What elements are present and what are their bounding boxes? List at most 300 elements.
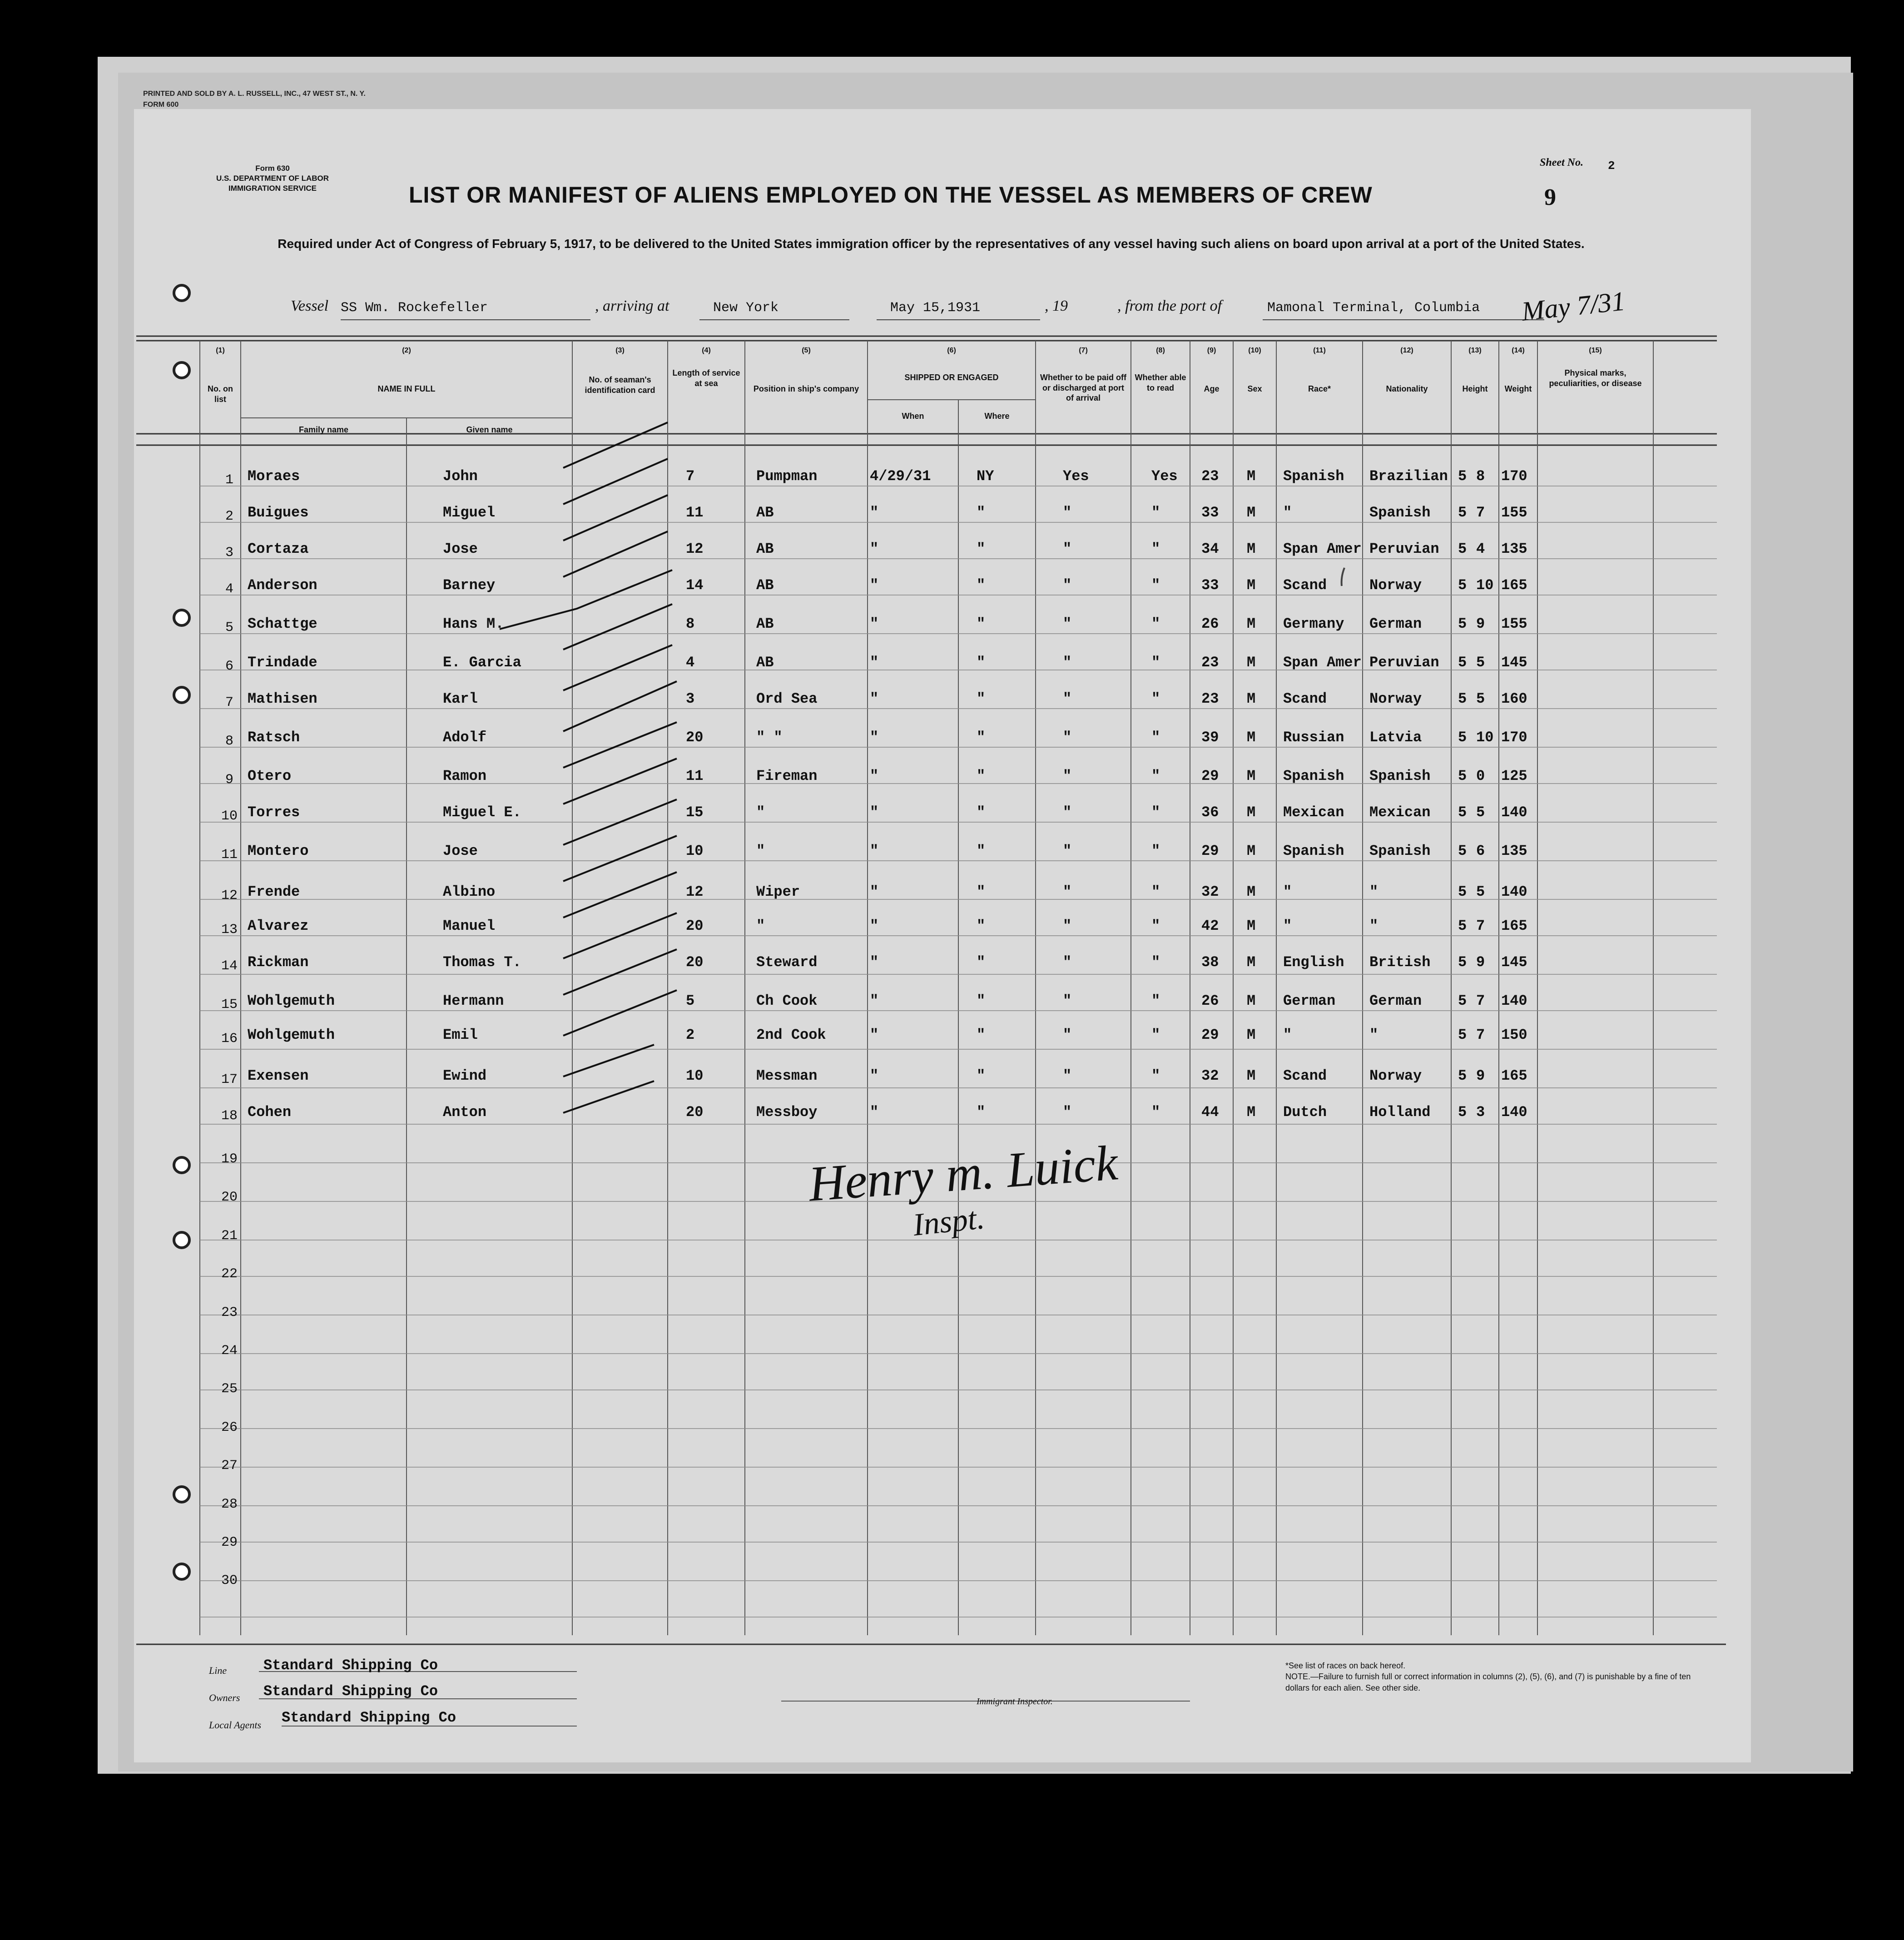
- cell-age: 23: [1201, 468, 1219, 485]
- cell-height-feet: 5: [1458, 843, 1467, 859]
- cell-family-name: Moraes: [248, 468, 300, 485]
- cell-age: 26: [1201, 992, 1219, 1009]
- cell-position: AB: [756, 615, 774, 632]
- hdr-id-card: No. of seaman's identification card: [585, 375, 655, 395]
- footnote: [1285, 1660, 1694, 1693]
- empty-row-number: 24: [221, 1343, 238, 1359]
- cell-able-to-read: ": [1151, 1027, 1160, 1043]
- cell-height-feet: 5: [1458, 954, 1467, 971]
- cell-height-inches: 5: [1476, 690, 1485, 707]
- cell-service-length: 10: [686, 1067, 704, 1084]
- cell-given-name: Emil: [443, 1027, 478, 1043]
- cell-height-feet: 5: [1458, 577, 1467, 594]
- cell-position: ": [756, 804, 765, 821]
- cell-height-feet: 5: [1458, 918, 1467, 934]
- cell-height-inches: 9: [1476, 1067, 1485, 1084]
- cell-paid-off: ": [1063, 1067, 1072, 1084]
- cell-position: " ": [756, 729, 783, 746]
- cell-service-length: 5: [686, 992, 695, 1009]
- cell-nationality: Brazilian: [1369, 468, 1448, 485]
- hdr-weight: Weight: [1504, 384, 1532, 393]
- cell-weight: 155: [1501, 504, 1527, 521]
- row-number: 1: [225, 472, 233, 488]
- colnum-15: (15): [1589, 347, 1602, 354]
- cell-sex: M: [1247, 615, 1256, 632]
- cell-position: Pumpman: [756, 468, 818, 485]
- cell-position: Ch Cook: [756, 992, 818, 1009]
- colnum-6: (6): [947, 347, 956, 354]
- row-number: 4: [225, 581, 233, 597]
- cell-paid-off: ": [1063, 918, 1072, 934]
- handwritten-date: May 7/31: [1520, 286, 1627, 327]
- line-value: Standard Shipping Co: [263, 1657, 438, 1674]
- cell-nationality: Holland: [1369, 1104, 1431, 1121]
- cell-race: Dutch: [1283, 1104, 1327, 1121]
- cell-position: Wiper: [756, 883, 800, 900]
- cell-able-to-read: ": [1151, 918, 1160, 934]
- cell-shipped-where: ": [977, 1104, 986, 1121]
- cell-nationality: British: [1369, 954, 1431, 971]
- agents-label: Local Agents: [209, 1719, 262, 1731]
- cell-shipped-when: ": [870, 690, 879, 707]
- id-card-checkmarks: [500, 422, 677, 1113]
- cell-given-name: Jose: [443, 843, 478, 859]
- cell-able-to-read: ": [1151, 690, 1160, 707]
- cell-weight: 145: [1501, 954, 1527, 971]
- cell-sex: M: [1247, 1027, 1256, 1043]
- hdr-length-service: Length of service at sea: [672, 368, 740, 388]
- cell-paid-off: ": [1063, 954, 1072, 971]
- cell-sex: M: [1247, 541, 1256, 557]
- cell-race: Germany: [1283, 615, 1344, 632]
- row-number: 7: [225, 695, 233, 710]
- cell-position: Ord Sea: [756, 690, 818, 707]
- cell-nationality: Latvia: [1369, 729, 1422, 746]
- cell-paid-off: ": [1063, 1104, 1072, 1121]
- page-title: LIST OR MANIFEST OF ALIENS EMPLOYED ON THE VESSEL AS MEMBERS OF CREW: [409, 182, 1373, 208]
- cell-sex: M: [1247, 883, 1256, 900]
- row-number: 9: [225, 772, 233, 788]
- cell-race: Scand: [1283, 1067, 1327, 1084]
- cell-height-feet: 5: [1458, 615, 1467, 632]
- cell-age: 32: [1201, 1067, 1219, 1084]
- cell-sex: M: [1247, 954, 1256, 971]
- cell-shipped-where: ": [977, 729, 986, 746]
- cell-paid-off: ": [1063, 992, 1072, 1009]
- cell-paid-off: ": [1063, 768, 1072, 784]
- cell-shipped-where: ": [977, 1027, 986, 1043]
- cell-height-feet: 5: [1458, 654, 1467, 671]
- cell-race: ": [1283, 504, 1292, 521]
- binder-hole: [173, 284, 191, 302]
- cell-weight: 140: [1501, 883, 1527, 900]
- cell-height-inches: 6: [1476, 843, 1485, 859]
- cell-shipped-where: ": [977, 992, 986, 1009]
- hdr-height: Height: [1462, 384, 1488, 393]
- cell-race: ": [1283, 1027, 1292, 1043]
- hdr-race: Race*: [1308, 384, 1331, 393]
- cell-height-feet: 5: [1458, 690, 1467, 707]
- cell-family-name: Mathisen: [248, 690, 317, 707]
- cell-shipped-when: ": [870, 954, 879, 971]
- cell-height-feet: 5: [1458, 992, 1467, 1009]
- cell-age: 34: [1201, 541, 1219, 557]
- cell-shipped-when: ": [870, 1104, 879, 1121]
- cell-able-to-read: ": [1151, 729, 1160, 746]
- cell-height-inches: 9: [1476, 954, 1485, 971]
- cell-sex: M: [1247, 654, 1256, 671]
- cell-weight: 170: [1501, 729, 1527, 746]
- fine-note: NOTE.—Failure to furnish full or correct information in columns (2), (5), (6), and (7) is punishable by a fine of ten dollars for each alien. See other side.: [1285, 1672, 1691, 1692]
- hdr-position: Position in ship's company: [753, 384, 859, 393]
- cell-shipped-when: ": [870, 768, 879, 784]
- cell-position: AB: [756, 577, 774, 594]
- cell-able-to-read: ": [1151, 804, 1160, 821]
- cell-service-length: 15: [686, 804, 704, 821]
- cell-nationality: ": [1369, 883, 1378, 900]
- cell-able-to-read: ": [1151, 615, 1160, 632]
- cell-sex: M: [1247, 804, 1256, 821]
- empty-row-number: 27: [221, 1458, 238, 1474]
- form-number: Form 630: [255, 164, 290, 173]
- cell-shipped-when: ": [870, 843, 879, 859]
- cell-shipped-when: ": [870, 729, 879, 746]
- sheet-number: 2: [1608, 159, 1615, 173]
- arrival-date: May 15,1931: [890, 300, 981, 316]
- binder-hole: [173, 1485, 191, 1503]
- row-number: 17: [221, 1072, 238, 1087]
- cell-nationality: ": [1369, 1027, 1378, 1043]
- cell-height-feet: 5: [1458, 729, 1467, 746]
- cell-sex: M: [1247, 1067, 1256, 1084]
- cell-position: Steward: [756, 954, 818, 971]
- binder-hole: [173, 1156, 191, 1174]
- cell-shipped-when: ": [870, 1067, 879, 1084]
- hdr-when: When: [902, 412, 924, 421]
- from-label: , from the port of: [1117, 298, 1222, 314]
- cell-shipped-where: ": [977, 843, 986, 859]
- sheet-label: Sheet No.: [1540, 157, 1583, 169]
- row-number: 8: [225, 734, 233, 749]
- cell-given-name: E. Garcia: [443, 654, 521, 671]
- cell-age: 26: [1201, 615, 1219, 632]
- cell-able-to-read: ": [1151, 992, 1160, 1009]
- row-number: 18: [221, 1108, 238, 1124]
- department: U.S. DEPARTMENT OF LABOR: [216, 174, 329, 183]
- cell-race: ": [1283, 883, 1292, 900]
- cell-able-to-read: ": [1151, 843, 1160, 859]
- cell-paid-off: ": [1063, 729, 1072, 746]
- cell-height-inches: 0: [1476, 768, 1485, 784]
- binder-hole: [173, 1563, 191, 1581]
- cell-paid-off: ": [1063, 883, 1072, 900]
- row-number: 15: [221, 997, 238, 1012]
- cell-height-feet: 5: [1458, 1067, 1467, 1084]
- cell-height-inches: 5: [1476, 804, 1485, 821]
- owners-label: Owners: [209, 1692, 240, 1703]
- colnum-12: (12): [1400, 347, 1413, 354]
- cell-shipped-where: ": [977, 918, 986, 934]
- cell-paid-off: Yes: [1063, 468, 1089, 485]
- cell-able-to-read: ": [1151, 504, 1160, 521]
- cell-weight: 135: [1501, 843, 1527, 859]
- cell-age: 33: [1201, 504, 1219, 521]
- cell-paid-off: ": [1063, 654, 1072, 671]
- cell-given-name: John: [443, 468, 478, 485]
- cell-nationality: ": [1369, 918, 1378, 934]
- cell-height-feet: 5: [1458, 883, 1467, 900]
- cell-service-length: 8: [686, 615, 695, 632]
- hdr-name-in-full: NAME IN FULL: [377, 384, 436, 393]
- cell-family-name: Buigues: [248, 504, 309, 521]
- cell-height-inches: 7: [1476, 1027, 1485, 1043]
- vessel-label: Vessel: [291, 298, 329, 314]
- colnum-9: (9): [1207, 347, 1216, 354]
- cell-shipped-where: NY: [977, 468, 994, 485]
- cell-given-name: Miguel E.: [443, 804, 521, 821]
- cell-service-length: 4: [686, 654, 695, 671]
- colnum-5: (5): [802, 347, 811, 354]
- cell-weight: 160: [1501, 690, 1527, 707]
- cell-age: 42: [1201, 918, 1219, 934]
- cell-weight: 150: [1501, 1027, 1527, 1043]
- cell-height-feet: 5: [1458, 1027, 1467, 1043]
- cell-shipped-when: 4/29/31: [870, 468, 931, 485]
- required-text: Required under Act of Congress of February 5, 1917, to be delivered to the United States immigration officer by the representatives of any vessel having such aliens on board upon arrival at a port of the United States.: [278, 237, 1585, 251]
- cell-height-feet: 5: [1458, 541, 1467, 557]
- cell-family-name: Wohlgemuth: [248, 1027, 335, 1043]
- cell-weight: 155: [1501, 615, 1527, 632]
- cell-given-name: Adolf: [443, 729, 487, 746]
- cell-position: ": [756, 843, 765, 859]
- cell-race: English: [1283, 954, 1344, 971]
- row-number: 11: [221, 847, 238, 863]
- cell-shipped-where: ": [977, 804, 986, 821]
- cell-paid-off: ": [1063, 615, 1072, 632]
- row-number: 16: [221, 1031, 238, 1047]
- cell-shipped-when: ": [870, 883, 879, 900]
- cell-weight: 125: [1501, 768, 1527, 784]
- cell-weight: 140: [1501, 1104, 1527, 1121]
- cell-shipped-when: ": [870, 615, 879, 632]
- cell-able-to-read: ": [1151, 883, 1160, 900]
- row-number: 3: [225, 545, 233, 561]
- hdr-physical: Physical marks, peculiarities, or disease: [1549, 368, 1642, 388]
- cell-height-inches: 7: [1476, 504, 1485, 521]
- cell-given-name: Karl: [443, 690, 478, 707]
- colnum-14: (14): [1512, 347, 1525, 354]
- cell-weight: 135: [1501, 541, 1527, 557]
- empty-row-number: 28: [221, 1497, 238, 1512]
- cell-sex: M: [1247, 843, 1256, 859]
- colnum-7: (7): [1079, 347, 1088, 354]
- cell-given-name: Ramon: [443, 768, 487, 784]
- arriving-port: New York: [713, 300, 779, 316]
- binder-hole: [173, 609, 191, 627]
- cell-service-length: 2: [686, 1027, 695, 1043]
- cell-nationality: Mexican: [1369, 804, 1431, 821]
- inspector-signature-title: Inspt.: [911, 1200, 987, 1243]
- cell-race: Spanish: [1283, 468, 1344, 485]
- cell-nationality: Norway: [1369, 1067, 1422, 1084]
- cell-service-length: 11: [686, 768, 704, 784]
- cell-service-length: 10: [686, 843, 704, 859]
- cell-weight: 170: [1501, 468, 1527, 485]
- cell-age: 29: [1201, 843, 1219, 859]
- line-label: Line: [209, 1665, 227, 1676]
- cell-age: 23: [1201, 654, 1219, 671]
- cell-weight: 165: [1501, 1067, 1527, 1084]
- empty-row-number: 20: [221, 1190, 238, 1205]
- cell-age: 23: [1201, 690, 1219, 707]
- hdr-paid-off: Whether to be paid off or discharged at port of arrival: [1040, 373, 1126, 402]
- hdr-nationality: Nationality: [1386, 384, 1428, 393]
- cell-able-to-read: ": [1151, 577, 1160, 594]
- empty-row-number: 19: [221, 1151, 238, 1167]
- row-number: 10: [221, 809, 238, 824]
- cell-family-name: Frende: [248, 883, 300, 900]
- year-label: , 19: [1045, 298, 1068, 314]
- cell-height-inches: 10: [1476, 577, 1494, 594]
- cell-able-to-read: ": [1151, 1067, 1160, 1084]
- cell-height-feet: 5: [1458, 1104, 1467, 1121]
- cell-shipped-where: ": [977, 654, 986, 671]
- empty-row-number: 25: [221, 1381, 238, 1397]
- cell-height-inches: 10: [1476, 729, 1494, 746]
- cell-service-length: 11: [686, 504, 704, 521]
- cell-given-name: Hermann: [443, 992, 504, 1009]
- cell-shipped-when: ": [870, 654, 879, 671]
- cell-given-name: Manuel: [443, 918, 496, 934]
- cell-given-name: Jose: [443, 541, 478, 557]
- empty-row-number: 30: [221, 1573, 238, 1588]
- hdr-sex: Sex: [1247, 384, 1262, 393]
- cell-service-length: 20: [686, 729, 704, 746]
- cell-given-name: Barney: [443, 577, 496, 594]
- cell-shipped-where: ": [977, 541, 986, 557]
- cell-height-feet: 5: [1458, 468, 1467, 485]
- cell-family-name: Cortaza: [248, 541, 309, 557]
- hdr-family-name: Family name: [298, 425, 349, 434]
- cell-family-name: Otero: [248, 768, 292, 784]
- cell-position: AB: [756, 504, 774, 521]
- cell-height-inches: 9: [1476, 615, 1485, 632]
- vessel-name: SS Wm. Rockefeller: [341, 300, 488, 316]
- cell-weight: 140: [1501, 804, 1527, 821]
- cell-position: 2nd Cook: [756, 1027, 826, 1043]
- cell-shipped-when: ": [870, 918, 879, 934]
- row-number: 2: [225, 509, 233, 524]
- cell-race: Mexican: [1283, 804, 1344, 821]
- empty-row-number: 21: [221, 1228, 238, 1244]
- cell-weight: 145: [1501, 654, 1527, 671]
- cell-shipped-when: ": [870, 504, 879, 521]
- cell-service-length: 7: [686, 468, 695, 485]
- cell-weight: 165: [1501, 918, 1527, 934]
- cell-sex: M: [1247, 468, 1256, 485]
- cell-given-name: Albino: [443, 883, 496, 900]
- cell-race: Scand: [1283, 690, 1327, 707]
- cell-race: Spanish: [1283, 768, 1344, 784]
- cell-service-length: 14: [686, 577, 704, 594]
- colnum-4: (4): [702, 347, 711, 354]
- cell-family-name: Schattge: [248, 615, 317, 632]
- cell-given-name: Anton: [443, 1104, 487, 1121]
- cell-nationality: Norway: [1369, 577, 1422, 594]
- cell-able-to-read: ": [1151, 768, 1160, 784]
- cell-race: German: [1283, 992, 1336, 1009]
- cell-height-feet: 5: [1458, 504, 1467, 521]
- cell-shipped-when: ": [870, 577, 879, 594]
- cell-age: 29: [1201, 768, 1219, 784]
- hdr-shipped: SHIPPED OR ENGAGED: [904, 373, 999, 382]
- cell-height-inches: 8: [1476, 468, 1485, 485]
- cell-shipped-when: ": [870, 804, 879, 821]
- cell-height-feet: 5: [1458, 804, 1467, 821]
- cell-race: ": [1283, 918, 1292, 934]
- empty-row-number: 22: [221, 1266, 238, 1282]
- cell-given-name: Hans M.: [443, 615, 504, 632]
- cell-sex: M: [1247, 1104, 1256, 1121]
- cell-family-name: Torres: [248, 804, 300, 821]
- cell-shipped-where: ": [977, 768, 986, 784]
- cell-family-name: Trindade: [248, 654, 317, 671]
- cell-shipped-where: ": [977, 615, 986, 632]
- binder-hole: [173, 361, 191, 379]
- cell-paid-off: ": [1063, 577, 1072, 594]
- cell-family-name: Ratsch: [248, 729, 300, 746]
- cell-paid-off: ": [1063, 541, 1072, 557]
- cell-height-inches: 7: [1476, 918, 1485, 934]
- cell-service-length: 20: [686, 954, 704, 971]
- cell-sex: M: [1247, 690, 1256, 707]
- cell-height-feet: 5: [1458, 768, 1467, 784]
- cell-race: Spanish: [1283, 843, 1344, 859]
- colnum-13: (13): [1468, 347, 1482, 354]
- cell-age: 29: [1201, 1027, 1219, 1043]
- sheet-big-number: 9: [1544, 184, 1556, 210]
- cell-family-name: Montero: [248, 843, 309, 859]
- cell-family-name: Cohen: [248, 1104, 292, 1121]
- service: IMMIGRATION SERVICE: [228, 184, 317, 193]
- cell-weight: 140: [1501, 992, 1527, 1009]
- cell-paid-off: ": [1063, 504, 1072, 521]
- cell-age: 38: [1201, 954, 1219, 971]
- cell-height-inches: 5: [1476, 883, 1485, 900]
- cell-race: Scand: [1283, 577, 1327, 594]
- hdr-able-read: Whether able to read: [1135, 373, 1186, 392]
- cell-position: Messman: [756, 1067, 818, 1084]
- cell-age: 36: [1201, 804, 1219, 821]
- cell-sex: M: [1247, 768, 1256, 784]
- colnum-8: (8): [1156, 347, 1165, 354]
- cell-paid-off: ": [1063, 843, 1072, 859]
- cell-sex: M: [1247, 729, 1256, 746]
- cell-height-inches: 7: [1476, 992, 1485, 1009]
- cell-given-name: Thomas T.: [443, 954, 521, 971]
- cell-sex: M: [1247, 577, 1256, 594]
- cell-able-to-read: ": [1151, 541, 1160, 557]
- cell-height-inches: 5: [1476, 654, 1485, 671]
- inspector-signature: Henry m. Luick: [807, 1135, 1120, 1212]
- cell-service-length: 3: [686, 690, 695, 707]
- cell-family-name: Anderson: [248, 577, 317, 594]
- cell-nationality: Spanish: [1369, 504, 1431, 521]
- cell-nationality: Spanish: [1369, 768, 1431, 784]
- cell-age: 44: [1201, 1104, 1219, 1121]
- races-note: *See list of races on back hereof.: [1285, 1661, 1406, 1670]
- printer-line-2: FORM 600: [143, 101, 179, 109]
